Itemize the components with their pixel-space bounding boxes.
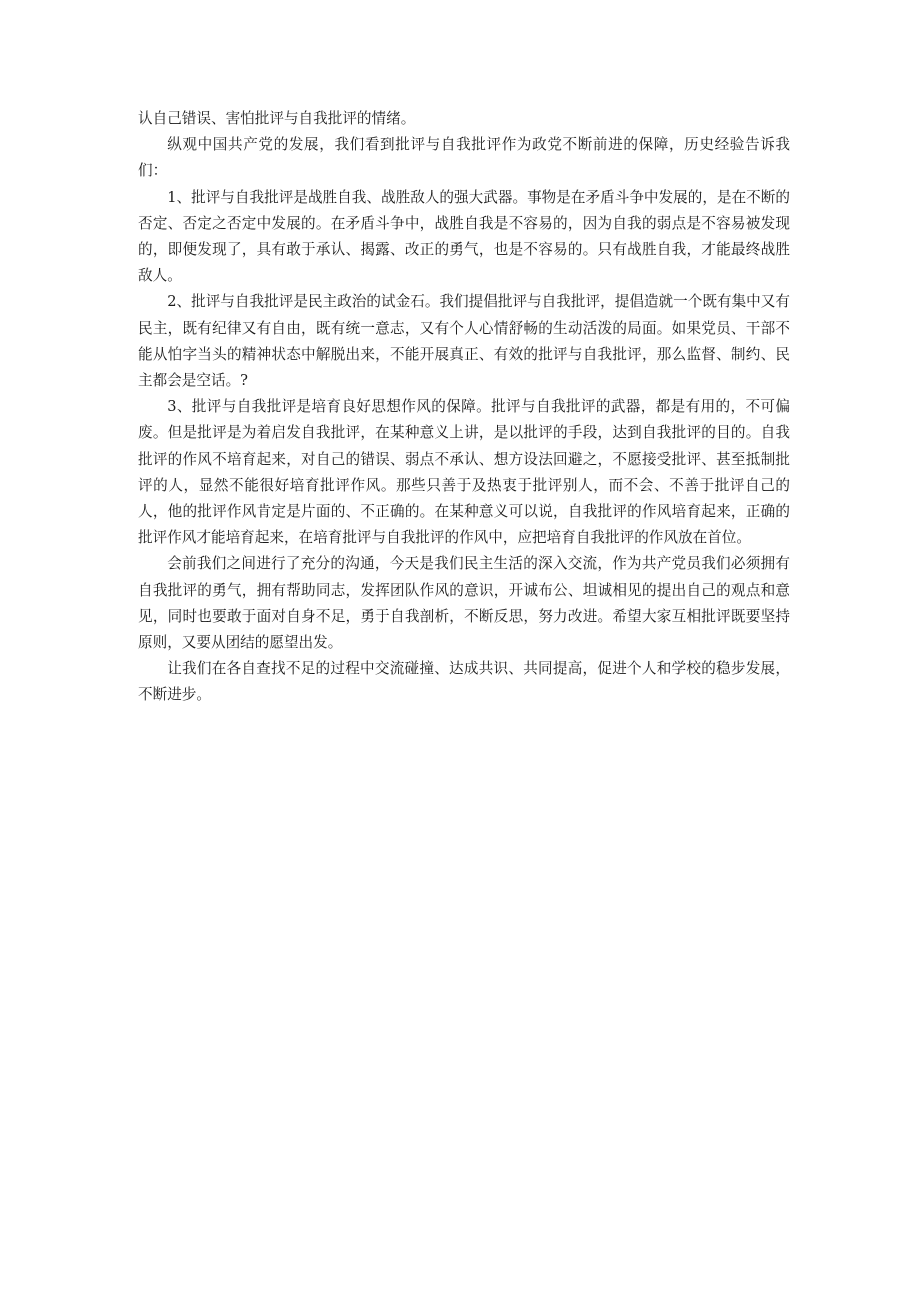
paragraph-closing: 让我们在各自查找不足的过程中交流碰撞、达成共识、共同提高，促进个人和学校的稳步发展，不断进步。 — [138, 660, 790, 704]
paragraph-point-2: 2、批评与自我批评是民主政治的试金石。我们提倡批评与自我批评，提倡造就一个既有集中又有民主，既有纪律又有自由，既有统一意志，又有个人心情舒畅的生动活泼的局面。如果党员、干部不能从怕字当头的精神状态中解脱出来，不能开展真正、有效的批评与自我批评，那么监督、制约、民主都会是空话。? — [138, 293, 790, 390]
paragraph-point-1: 1、批评与自我批评是战胜自我、战胜敌人的强大武器。事物是在矛盾斗争中发展的，是在不断的否定、否定之否定中发展的。在矛盾斗争中，战胜自我是不容易的，因为自我的弱点是不容易被发现的，即便发现了，具有敢于承认、揭露、改正的勇气，也是不容易的。只有战胜自我，才能最终战胜敌人。 — [138, 188, 790, 285]
document-body — [138, 106, 790, 709]
paragraph-continuation: 认自己错误、害怕批评与自我批评的情绪。 — [138, 110, 416, 127]
paragraph-meeting: 会前我们之间进行了充分的沟通，今天是我们民主生活的深入交流，作为共产党员我们必须拥有自我批评的勇气，拥有帮助同志，发挥团队作风的意识，开诚布公、坦诚相见的提出自己的观点和意见，同时也要敢于面对自身不足，勇于自我剖析，不断反思，努力改进。希望大家互相批评既要坚持原则，又要从团结的愿望出发。 — [138, 555, 790, 652]
paragraph-point-3: 3、批评与自我批评是培育良好思想作风的保障。批评与自我批评的武器，都是有用的，不可偏废。但是批评是为着启发自我批评，在某种意义上讲，是以批评的手段，达到自我批评的目的。自我批评的作风不培育起来，对自己的错误、弱点不承认、想方设法回避之，不愿接受批评、甚至抵制批评的人，显然不能很好培育批评作风。那些只善于及热衷于批评别人，而不会、不善于批评自己的人，他的批评作风肯定是片面的、不正确的。在某种意义可以说，自我批评的作风培育起来，正确的批评作风才能培育起来，在培育批评与自我批评的作风中，应把培育自我批评的作风放在首位。 — [138, 398, 790, 547]
paragraph-intro: 纵观中国共产党的发展，我们看到批评与自我批评作为政党不断前进的保障，历史经验告诉我们： — [138, 136, 790, 180]
